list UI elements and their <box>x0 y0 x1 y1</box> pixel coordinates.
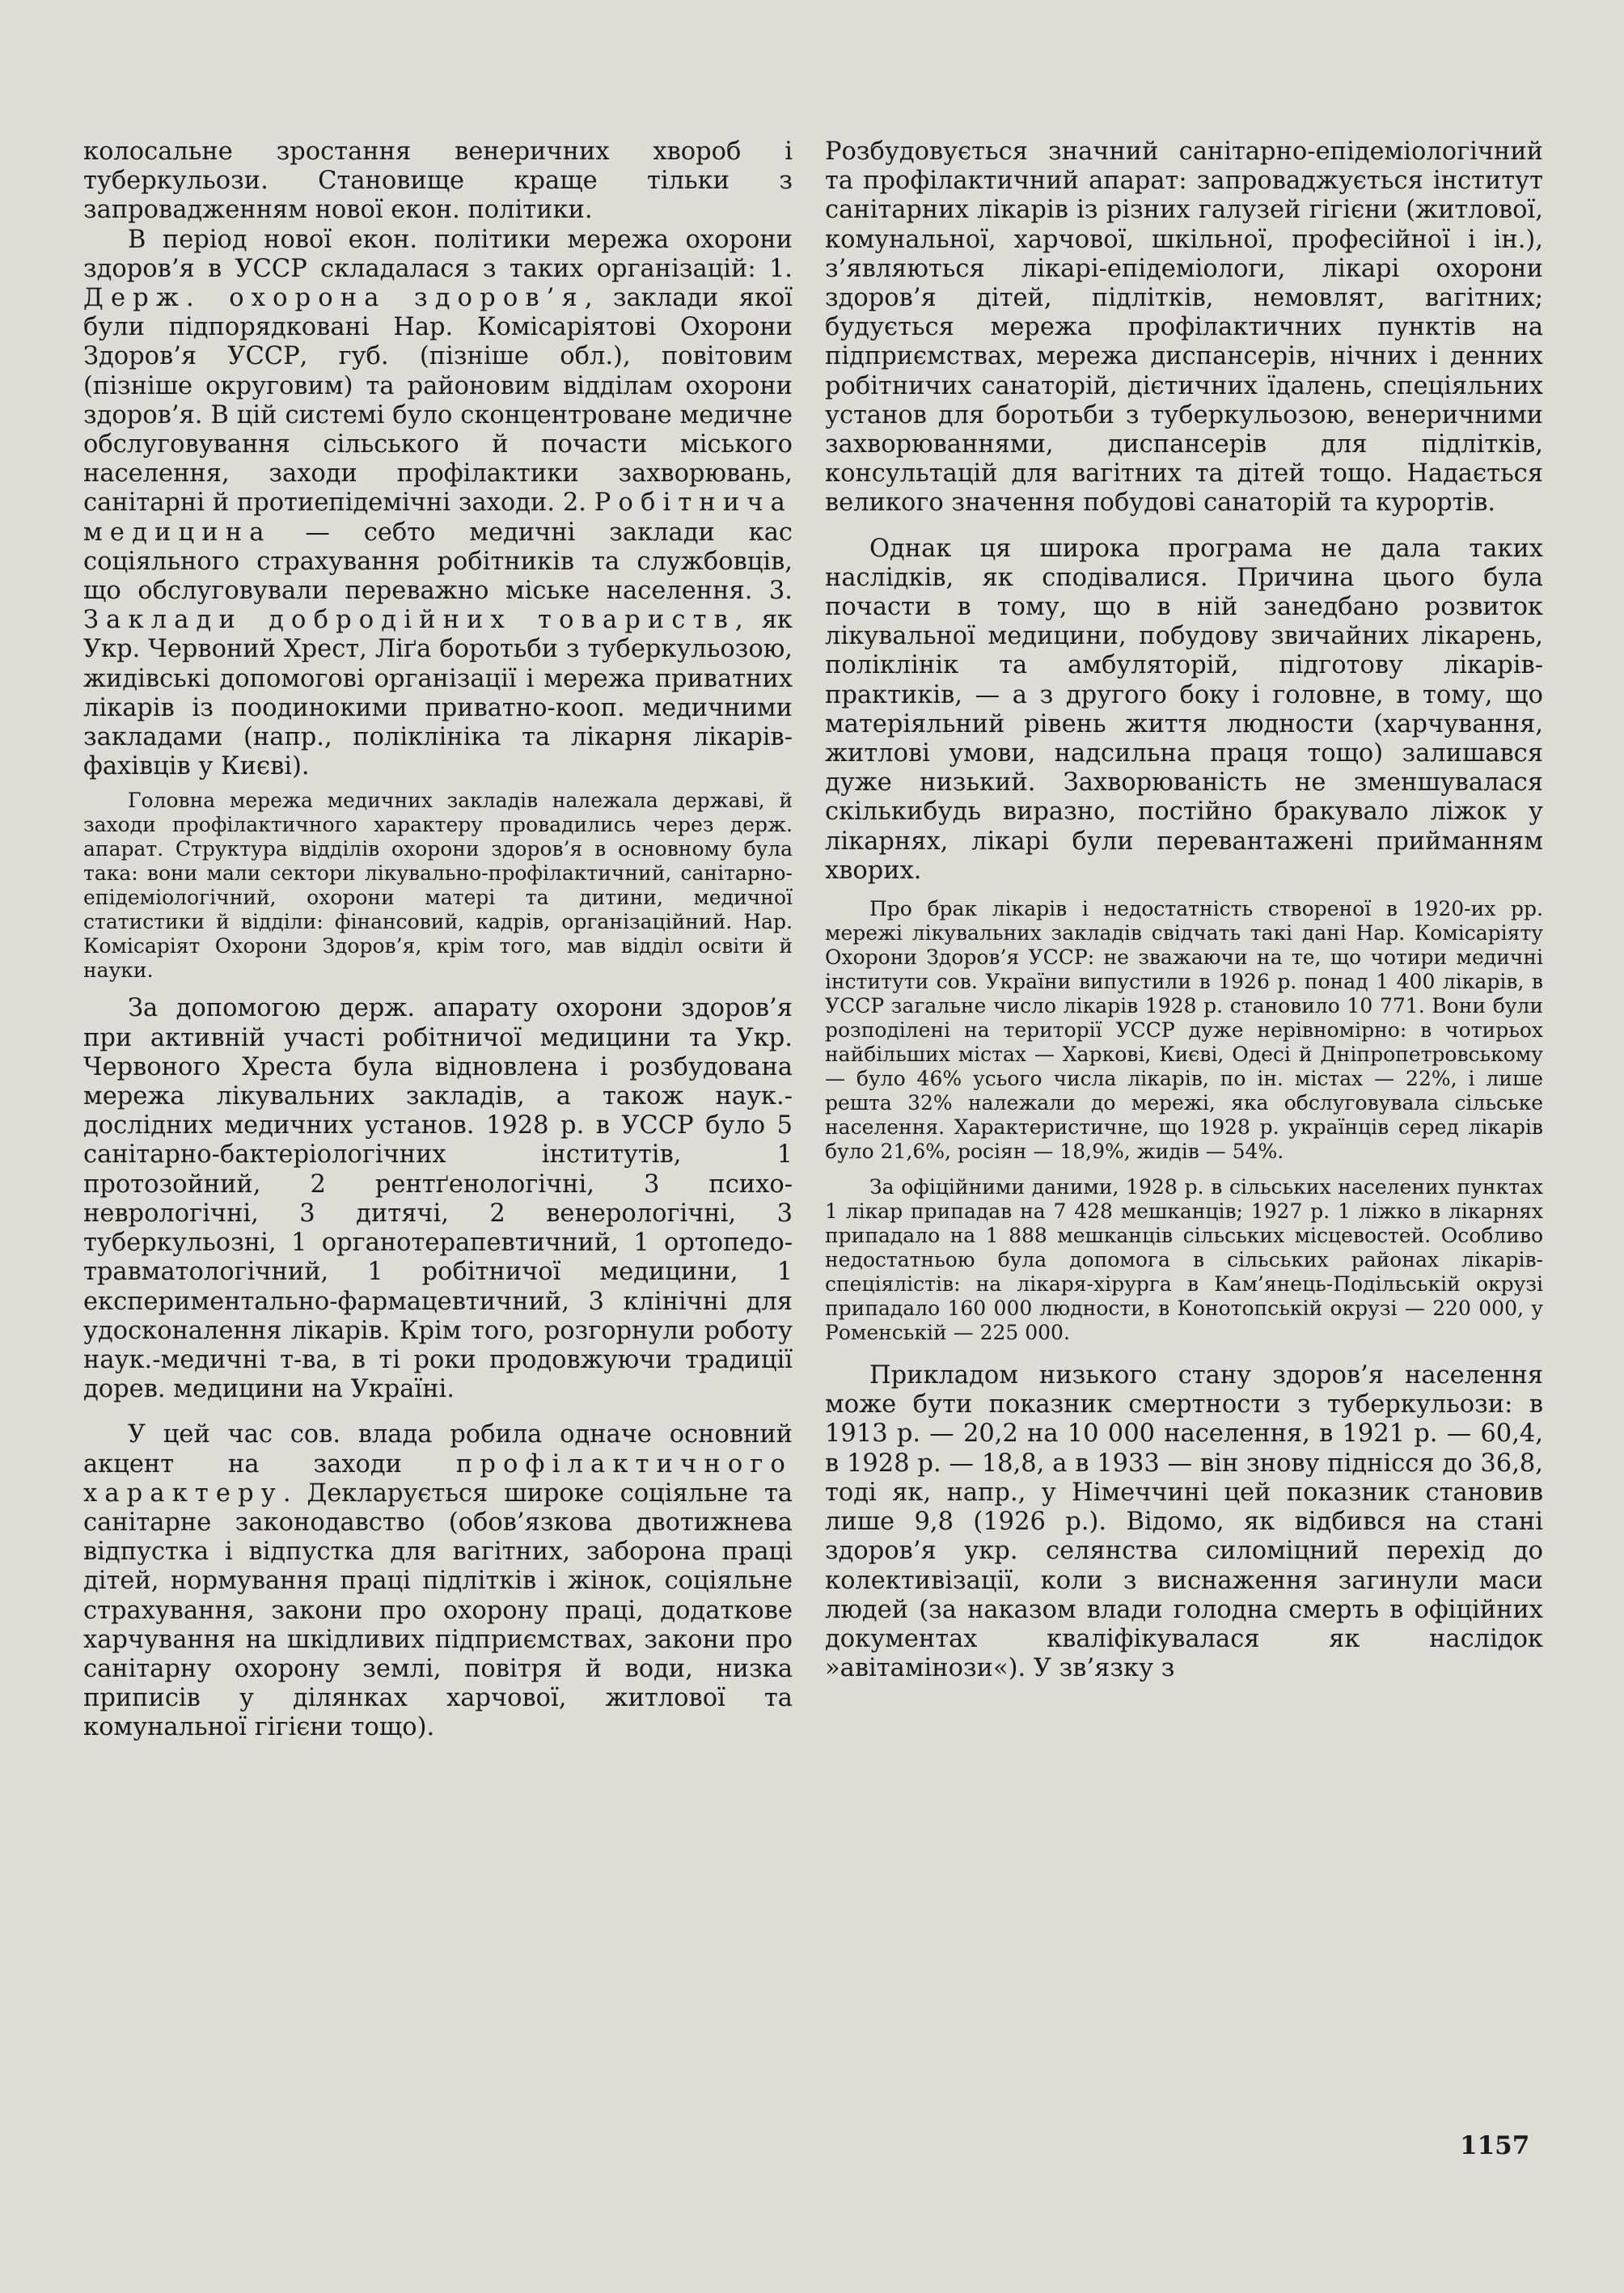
text-run: За офіційними даними, 1928 р. в сільських населених пунктах 1 лікар припадав на 7 428 мешканців; 1927 р. 1 ліжко в лікарнях припадало на 1 888 мешканців сільських місцевостей. Особливо недостатньою була допомога в сільських районах лікарів-спеціялістів: на лікаря-хірурга в Кам’янець-Подільській окрузі припадало 160 000 людности, в Конотопській окрузі — 220 000, у Роменській — 225 000. <box>825 1175 1543 1345</box>
spaced-emphasis-text: профілактичного характеру <box>83 1449 793 1508</box>
text-run: Розбудовується значний санітарно-епідеміологічний та профілактичний апарат: запроваджується інститут санітарних лікарів із різних галузей гігієни (житлової, комунальної, харчової, шкільної, професійної і ін.), з’являються лікарі-епідеміологи, лікарі охорони здоров’я дітей, підлітків, немовлят, вагітних; будується мережа профілактичних пунктів на підприємствах, мережа диспансерів, нічних і денних робітничих санаторій, дієтичних їдалень, спеціяльних установ для боротьби з туберкульозою, венеричними захворюваннями, диспансерів для підлітків, консультацій для вагітних та дітей тощо. Надається великого значення побудові санаторій та курортів. <box>825 137 1543 518</box>
body-paragraph <box>83 1420 793 1742</box>
right-column <box>825 137 1543 1683</box>
page-number: 1157 <box>1460 2131 1530 2160</box>
text-run: , як Укр. Червоний Хрест, Ліґа боротьби з туберкульозою, жидівські допомогові організації і мережа приватних лікарів із поодинокими приватно-кооп. медичними закладами (напр., поліклініка та лікарня лікарів-фахівців у Києві). <box>83 606 793 781</box>
spaced-emphasis-text: Робітнича медицина <box>83 489 793 547</box>
text-run: За допомогою держ. апарату охорони здоров’я при активній участі робітничої медицини та Укр. Червоного Хреста була відновлена і розбудована мережа лікувальних закладів, а також наук.-дослідних медичних установ. 1928 р. в УССР було 5 санітарно-бактеріологічних інститутів, 1 протозойний, 2 рентґенологічні, 3 психо-неврологічні, 3 дитячі, 2 венерологічні, 3 туберкульозні, 1 органотерапевтичний, 1 ортопедо-травматологічний, 1 робітничої медицини, 1 експериментально-фармацевтичний, 3 клінічні для удосконалення лікарів. Крім того, розгорнули роботу наук.-медичні т-ва, в ті роки продовжуючи традиції дорев. медицини на Україні. <box>83 994 793 1404</box>
text-run: В період нової екон. політики мережа охорони здоров’я в УССР складалася з таких організацій: 1. <box>83 225 793 283</box>
footnote-paragraph <box>825 897 1543 1164</box>
text-run: , заклади якої були підпорядковані Нар. Комісаріятові Охорони Здоров’я УССР, губ. (пізніше обл.), повітовим (пізніше округовим) та районовим відділам охорони здоров’я. В цій системі було сконцентроване медичне обслуговування сільського й почасти міського населення, заходи профілактики захворювань, санітарні й протиепідемічні заходи. 2. <box>83 284 793 518</box>
body-paragraph <box>83 994 793 1404</box>
text-run: У цей час сов. влада робила одначе основний акцент на заходи <box>83 1420 793 1479</box>
text-run: — себто медичні заклади кас соціяльного страхування робітників та службовців, що обслуговували переважно міське населення. 3. <box>83 518 793 606</box>
text-run: Однак ця широка програма не дала таких наслідків, як сподівалися. Причина цього була почасти в тому, що в ній занедбано розвиток лікувальної медицини, побудову звичайних лікарень, поліклінік та амбуляторій, підготову лікарів-практиків, — а з другого боку і головне, в тому, що матеріяльний рівень життя людности (харчування, житлові умови, надсильна праця тощо) залишався дуже низький. Захворюваність не зменшувалася скількибудь виразно, постійно бракувало ліжок у лікарнях, лікарі були перевантажені прийманням хворих. <box>825 534 1543 885</box>
spaced-emphasis-text: Держ. охорона здоров’я <box>83 284 585 313</box>
body-paragraph <box>83 137 793 226</box>
text-run: Головна мережа медичних закладів належала державі, й заходи профілактичного характеру провадились через держ. апарат. Структура відділів охорони здоров’я в основному була така: вони мали сектори лікувально-профілактичний, санітарно-епідеміологічний, охорони матері та дитини, медичної статистики й відділи: фінансовий, кадрів, організаційний. Нар. Комісаріят Охорони Здоров’я, крім того, мав відділ освіти й науки. <box>83 789 793 983</box>
body-paragraph <box>825 535 1543 886</box>
text-run: . Декларується широке соціяльне та санітарне законодавство (обов’язкова двотижнева відпустка і відпустка для вагітних, заборона праці дітей, нормування праці підлітків і жінок, соціяльне страхування, закони про охорону праці, додаткове харчування на шкідливих підприємствах, закони про санітарну охорону землі, повітря й води, низка приписів у ділянках харчової, житлової та комунальної гігієни тощо). <box>83 1479 793 1742</box>
spaced-emphasis-text: Заклади добродійних товариств <box>83 606 735 635</box>
left-column <box>83 137 793 1743</box>
footnote-paragraph <box>83 789 793 983</box>
text-run: колосальне зростання венеричних хвороб і туберкульози. Становище краще тільки з запровадженням нової екон. політики. <box>83 137 793 225</box>
body-paragraph <box>83 226 793 782</box>
text-run: Прикладом низького стану здоров’я населення може бути показник смертности з туберкульози: в 1913 р. — 20,2 на 10 000 населення, в 1921 р. — 60,4, в 1928 р. — 18,8, а в 1933 — він знову піднісся до 36,8, тоді як, напр., у Німеччині цей показник становив лише 9,8 (1926 р.). Відомо, як відбився на стані здоров’я укр. селянства силоміцний перехід до колективізації, коли з виснаження загинули маси людей (за наказом влади голодна смерть в офіційних документах кваліфікувалася як наслідок »авітамінози«). У зв’язку з <box>825 1361 1543 1683</box>
text-run: Про брак лікарів і недостатність створеної в 1920-их рр. мережі лікувальних закладів свідчать такі дані Нар. Комісаріяту Охорони Здоров’я УССР: не зважаючи на те, що чотири медичні інститути сов. України випустили в 1926 р. понад 1 400 лікарів, в УССР загальне число лікарів 1928 р. становило 10 771. Вони були розподілені на території УССР дуже нерівномірно: в чотирьох найбільших містах — Харкові, Києві, Одесі й Дніпропетровському — було 46% усього числа лікарів, по ін. містах — 22%, і лише решта 32% належали до мережі, яка обслуговувала сільське населення. Характеристичне, що 1928 р. українців серед лікарів було 21,6%, росіян — 18,9%, жидів — 54%. <box>825 897 1543 1164</box>
body-paragraph <box>825 1361 1543 1683</box>
body-paragraph <box>825 137 1543 518</box>
footnote-paragraph <box>825 1175 1543 1345</box>
